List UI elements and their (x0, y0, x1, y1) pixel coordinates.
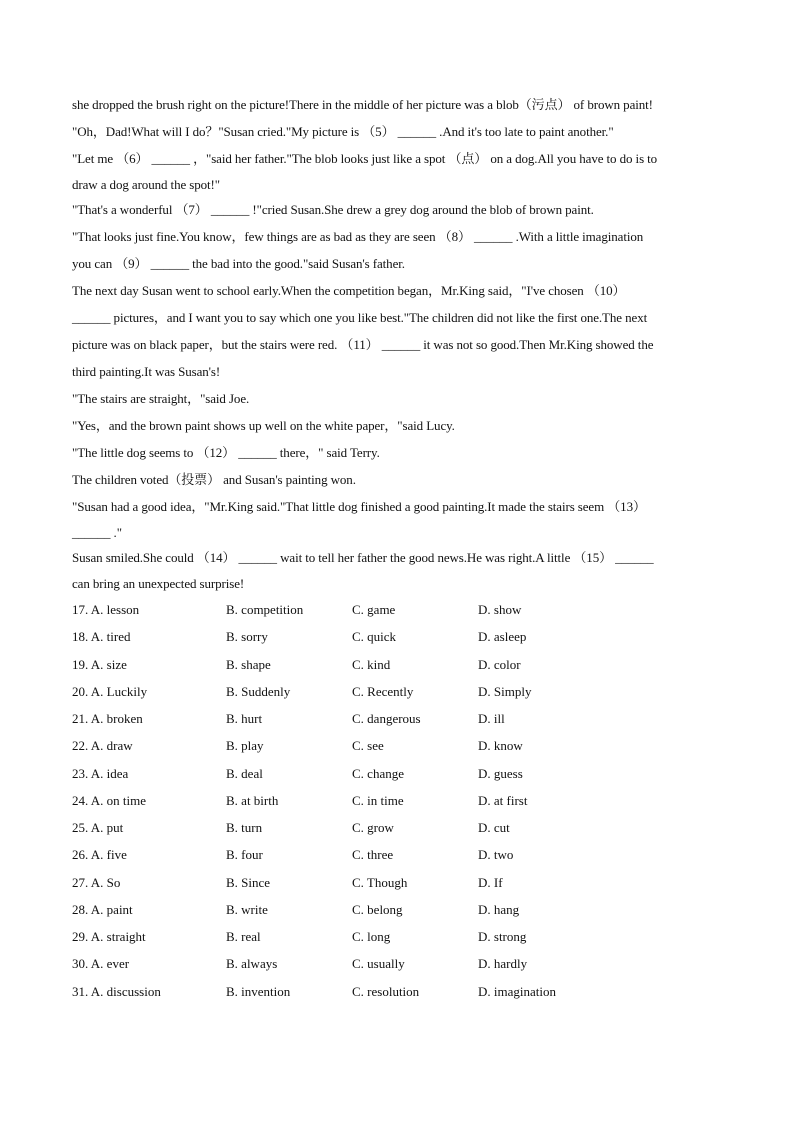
option-a: 23. A. idea (72, 765, 129, 781)
option-c: C. belong (352, 901, 403, 917)
option-b: B. competition (226, 602, 304, 617)
option-b: B. hurt (226, 711, 263, 726)
option-row (72, 901, 632, 928)
option-a: 28. A. paint (72, 901, 133, 917)
option-row (72, 737, 632, 764)
passage-line: draw a dog around the spot!" (72, 177, 220, 192)
passage-line: The children voted（投票） and Susan's painting won. (72, 472, 356, 487)
option-b: B. Suddenly (226, 683, 291, 699)
option-d: D. asleep (478, 629, 527, 645)
passage-line: picture was on black paper，but the stairs were red. （11） ______ it was not so good.Then Mr.King showed the (72, 337, 654, 352)
option-d: D. ill (478, 711, 505, 726)
option-a: 30. A. ever (72, 956, 130, 972)
option-a: 21. A. broken (72, 711, 143, 726)
passage-line: The next day Susan went to school early.When the competition began，Mr.King said，"I've chosen （10） (72, 283, 626, 298)
option-a: 29. A. straight (72, 929, 146, 944)
passage-line: you can （9） ______ the bad into the good."said Susan's father. (72, 256, 405, 271)
passage-line: "The little dog seems to （12） ______ there，" said Terry. (72, 445, 380, 460)
option-d: D. cut (478, 820, 510, 835)
option-c: C. Though (352, 874, 408, 890)
option-c: C. usually (352, 956, 405, 972)
option-a: 18. A. tired (72, 629, 131, 645)
passage-line: "Susan had a good idea，"Mr.King said."That little dog finished a good painting.It made the stairs seem （13） (72, 499, 646, 514)
option-c: C. dangerous (352, 711, 421, 726)
option-d: D. hardly (478, 956, 528, 972)
passage-line: "Oh，Dad!What will I do？"Susan cried."My picture is （5） ______ .And it's too late to paint another." (72, 124, 614, 139)
option-row (72, 955, 632, 982)
passage-line: Susan smiled.She could （14） ______ wait to tell her father the good news.He was right.A little （15） ______ (72, 550, 654, 565)
option-b: B. deal (226, 765, 263, 781)
option-d: D. hang (478, 901, 520, 917)
option-b: B. invention (226, 983, 291, 999)
option-d: D. color (478, 656, 521, 672)
option-a: 27. A. So (72, 874, 121, 890)
option-b: B. always (226, 956, 278, 972)
option-row (72, 601, 632, 628)
option-c: C. three (352, 847, 394, 863)
option-row (72, 983, 632, 1010)
option-row (72, 765, 632, 792)
option-b: B. real (226, 929, 261, 944)
option-a: 22. A. draw (72, 738, 133, 754)
option-b: B. write (226, 901, 268, 917)
option-d: D. imagination (478, 983, 556, 999)
passage-line: third painting.It was Susan's! (72, 364, 221, 379)
option-row (72, 628, 632, 655)
option-d: D. at first (478, 792, 528, 808)
option-b: B. shape (226, 656, 271, 672)
option-c: C. resolution (352, 983, 420, 999)
option-c: C. quick (352, 629, 397, 645)
option-c: C. grow (352, 820, 394, 835)
option-b: B. Since (226, 874, 271, 890)
option-a: 25. A. put (72, 820, 124, 835)
option-row (72, 846, 632, 873)
option-b: B. at birth (226, 792, 279, 808)
cloze-passage (72, 96, 724, 600)
passage-line: "That's a wonderful （7） ______ !"cried Susan.She drew a grey dog around the blob of brown paint. (72, 202, 594, 217)
passage-line: "That looks just fine.You know，few things are as bad as they are seen （8） ______ .With a little imagination (72, 229, 644, 244)
option-row (72, 683, 632, 710)
option-d: D. Simply (478, 683, 532, 699)
option-c: C. change (352, 765, 404, 781)
option-c: C. long (352, 929, 391, 944)
option-d: D. know (478, 738, 523, 754)
passage-line: can bring an unexpected surprise! (72, 576, 245, 591)
option-d: D. guess (478, 765, 523, 781)
option-d: D. two (478, 847, 514, 863)
answer-options (72, 601, 632, 1010)
option-a: 26. A. five (72, 847, 127, 863)
option-a: 31. A. discussion (72, 983, 161, 999)
option-c: C. kind (352, 656, 391, 672)
passage-line: "Yes，and the brown paint shows up well on the white paper，"said Lucy. (72, 418, 455, 433)
option-a: 19. A. size (72, 656, 127, 672)
passage-line: "Let me （6） ______ ，"said her father."The blob looks just like a spot （点） on a dog.All you have to do is to (72, 151, 658, 166)
option-a: 17. A. lesson (72, 602, 140, 617)
option-d: D. If (478, 874, 503, 890)
option-row (72, 656, 632, 683)
option-b: B. four (226, 847, 263, 863)
option-c: C. see (352, 738, 384, 754)
passage-line: ______ pictures，and I want you to say which one you like best."The children did not like the first one.The next (72, 310, 648, 325)
option-b: B. turn (226, 820, 263, 835)
option-row (72, 792, 632, 819)
option-c: C. game (352, 602, 396, 617)
option-row (72, 874, 632, 901)
passage-line: ______ ." (72, 525, 122, 540)
option-row (72, 928, 632, 955)
option-row (72, 710, 632, 737)
option-d: D. strong (478, 929, 527, 944)
option-d: D. show (478, 602, 522, 617)
option-a: 20. A. Luckily (72, 683, 148, 699)
passage-line: "The stairs are straight，"said Joe. (72, 391, 250, 406)
option-b: B. play (226, 738, 264, 754)
option-row (72, 819, 632, 846)
passage-line: she dropped the brush right on the picture!There in the middle of her picture was a blob（污点） of brown paint! (72, 97, 653, 112)
option-b: B. sorry (226, 629, 268, 645)
option-a: 24. A. on time (72, 792, 147, 808)
option-c: C. in time (352, 792, 404, 808)
option-c: C. Recently (352, 683, 414, 699)
